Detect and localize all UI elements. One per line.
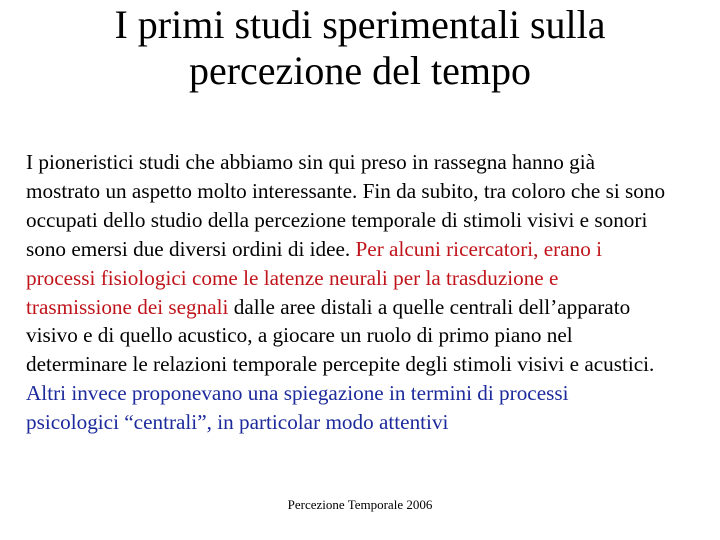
slide-title [0, 2, 720, 94]
psychological-view-highlight: Altri invece proponevano una spiegazione in termini di processi psicologici “centrali”, in particolar modo attentivi [26, 381, 569, 435]
body-middle-text: dalle aree distali a quelle centrali dell’apparato visivo e di quello acustico, a giocare un ruolo di primo piano nel determinare le relazioni temporale percepite degli stimoli visivi e acustici. [26, 294, 655, 377]
slide-title-line-1: I primi studi sperimentali sulla [114, 2, 606, 47]
body-intro-text: I pioneristici studi che abbiamo sin qui preso in rassegna hanno già mostrato un aspetto molto interessante. Fin da subito, tra coloro che si sono occupati dello studio della percezione temporale di stimoli visivi e sonori sono emersi due diversi ordini di idee. [26, 150, 666, 261]
slide-footer: Percezione Temporale 2006 [287, 497, 433, 512]
slide-title-line-2: percezione del tempo [188, 48, 532, 93]
body-paragraph [26, 148, 666, 437]
physiological-view-highlight: Per alcuni ricercatori, erano i processi fisiologici come le latenze neurali per la trasduzione e trasmissione dei segnali [26, 236, 602, 319]
